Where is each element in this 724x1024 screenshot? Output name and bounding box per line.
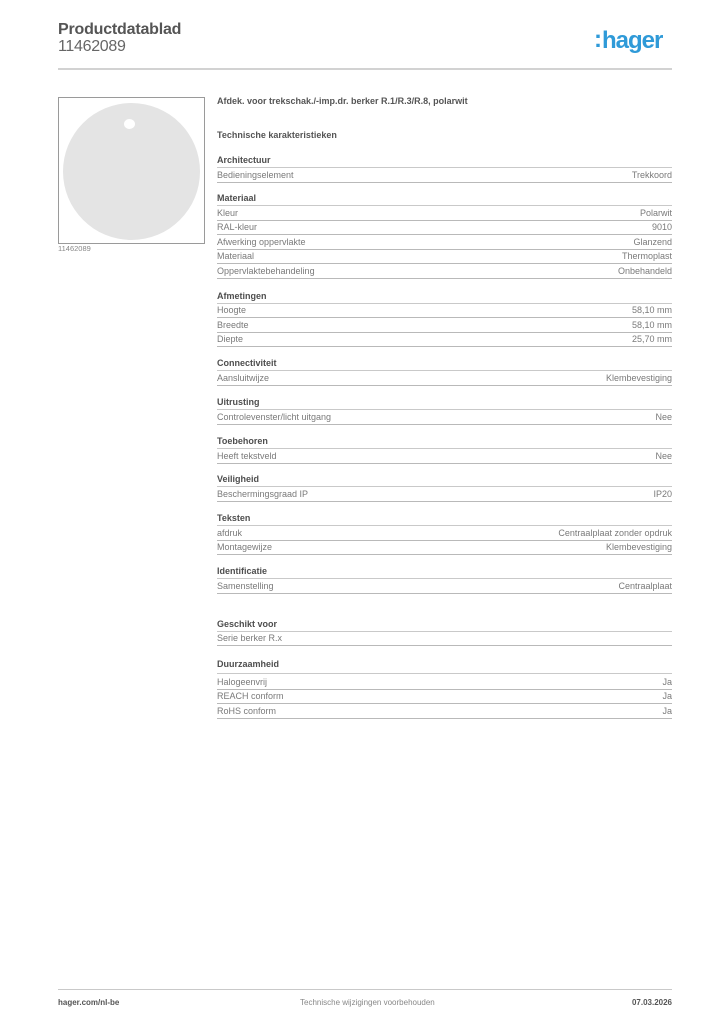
spec-row [217,319,672,333]
section-heading-duurzaamheid: Duurzaamheid [217,658,672,674]
spec-value: 9010 [651,222,672,232]
spec-value: Ja [662,677,672,687]
spec-row [217,207,672,221]
technical-characteristics-heading: Technische karakteristieken [217,130,337,140]
spec-row [217,580,672,594]
spec-label: REACH conform [217,691,284,701]
spec-value: Ja [662,706,672,716]
spec-value: Centraalplaat [618,581,672,591]
logo-colon: : [594,26,601,53]
spec-row [217,541,672,555]
spec-label: Heeft tekstveld [217,451,277,461]
product-image [58,97,205,244]
spec-value: 25,70 mm [631,334,672,344]
spec-value: Glanzend [633,237,672,247]
spec-label: Hoogte [217,305,247,315]
spec-row [217,236,672,250]
spec-value: Klembevestiging [605,542,672,552]
spec-value: IP20 [653,489,672,499]
spec-label: RAL-kleur [217,222,258,232]
spec-value: Klembevestiging [605,373,672,383]
spec-row [217,265,672,279]
spec-value: 58,10 mm [631,320,672,330]
spec-value: Nee [655,451,672,461]
spec-value: Centraalplaat zonder opdruk [558,528,672,538]
spec-row [217,450,672,464]
spec-label: Bedieningselement [217,170,294,180]
spec-row [217,705,672,719]
section-heading-geschikt-voor: Geschikt voor [217,618,672,632]
spec-label: Montagewijze [217,542,273,552]
footer-website-link[interactable]: hager.com/nl-be [58,998,120,1007]
spec-label: Materiaal [217,251,255,261]
section-heading-toebehoren: Toebehoren [217,435,672,449]
spec-label: Serie berker R.x [217,633,283,643]
logo-text: hager [602,27,663,54]
spec-label: Samenstelling [217,581,274,591]
spec-row [217,250,672,264]
spec-value: Thermoplast [621,251,672,261]
section-heading-teksten: Teksten [217,512,672,526]
spec-row [217,221,672,235]
spec-label: RoHS conform [217,706,277,716]
spec-row [217,411,672,425]
spec-row [217,676,672,690]
spec-value: Trekkoord [631,170,672,180]
section-heading-materiaal: Materiaal [217,192,672,206]
spec-label: Breedte [217,320,249,330]
section-heading-veiligheid: Veiligheid [217,473,672,487]
spec-row [217,488,672,502]
spec-label: Diepte [217,334,244,344]
footer-disclaimer: Technische wijzigingen voorbehouden [300,998,435,1007]
spec-value: Polarwit [639,208,672,218]
spec-label: Oppervlaktebehandeling [217,266,315,276]
spec-row [217,632,672,646]
spec-label: afdruk [217,528,243,538]
cord-hole [124,119,135,129]
spec-row [217,690,672,704]
header-divider [58,68,672,70]
section-heading-uitrusting: Uitrusting [217,396,672,410]
spec-value: 58,10 mm [631,305,672,315]
spec-label: Afwerking oppervlakte [217,237,306,247]
spec-label: Aansluitwijze [217,373,270,383]
document-title: Productdatablad [58,21,182,38]
section-heading-architectuur: Architectuur [217,154,672,168]
spec-value: Nee [655,412,672,422]
section-heading-afmetingen: Afmetingen [217,290,672,304]
cover-plate-disc [63,103,200,240]
spec-value: Onbehandeld [617,266,672,276]
spec-label: Beschermingsgraad IP [217,489,309,499]
footer-date: 07.03.2026 [631,998,672,1007]
spec-row [217,169,672,183]
product-number: 11462089 [58,38,126,55]
spec-label: Controlevenster/licht uitgang [217,412,332,422]
spec-row [217,304,672,318]
footer-divider [58,989,672,990]
spec-row [217,372,672,386]
image-caption: 11462089 [58,244,91,253]
spec-row [217,333,672,347]
section-heading-identificatie: Identificatie [217,565,672,579]
spec-label: Kleur [217,208,239,218]
hager-logo [594,27,662,55]
spec-row [217,527,672,541]
spec-value: Ja [662,691,672,701]
section-heading-connectiviteit: Connectiviteit [217,357,672,371]
product-title: Afdek. voor trekschak./-imp.dr. berker R.1/R.3/R.8, polarwit [217,96,468,106]
spec-label: Halogeenvrij [217,677,268,687]
